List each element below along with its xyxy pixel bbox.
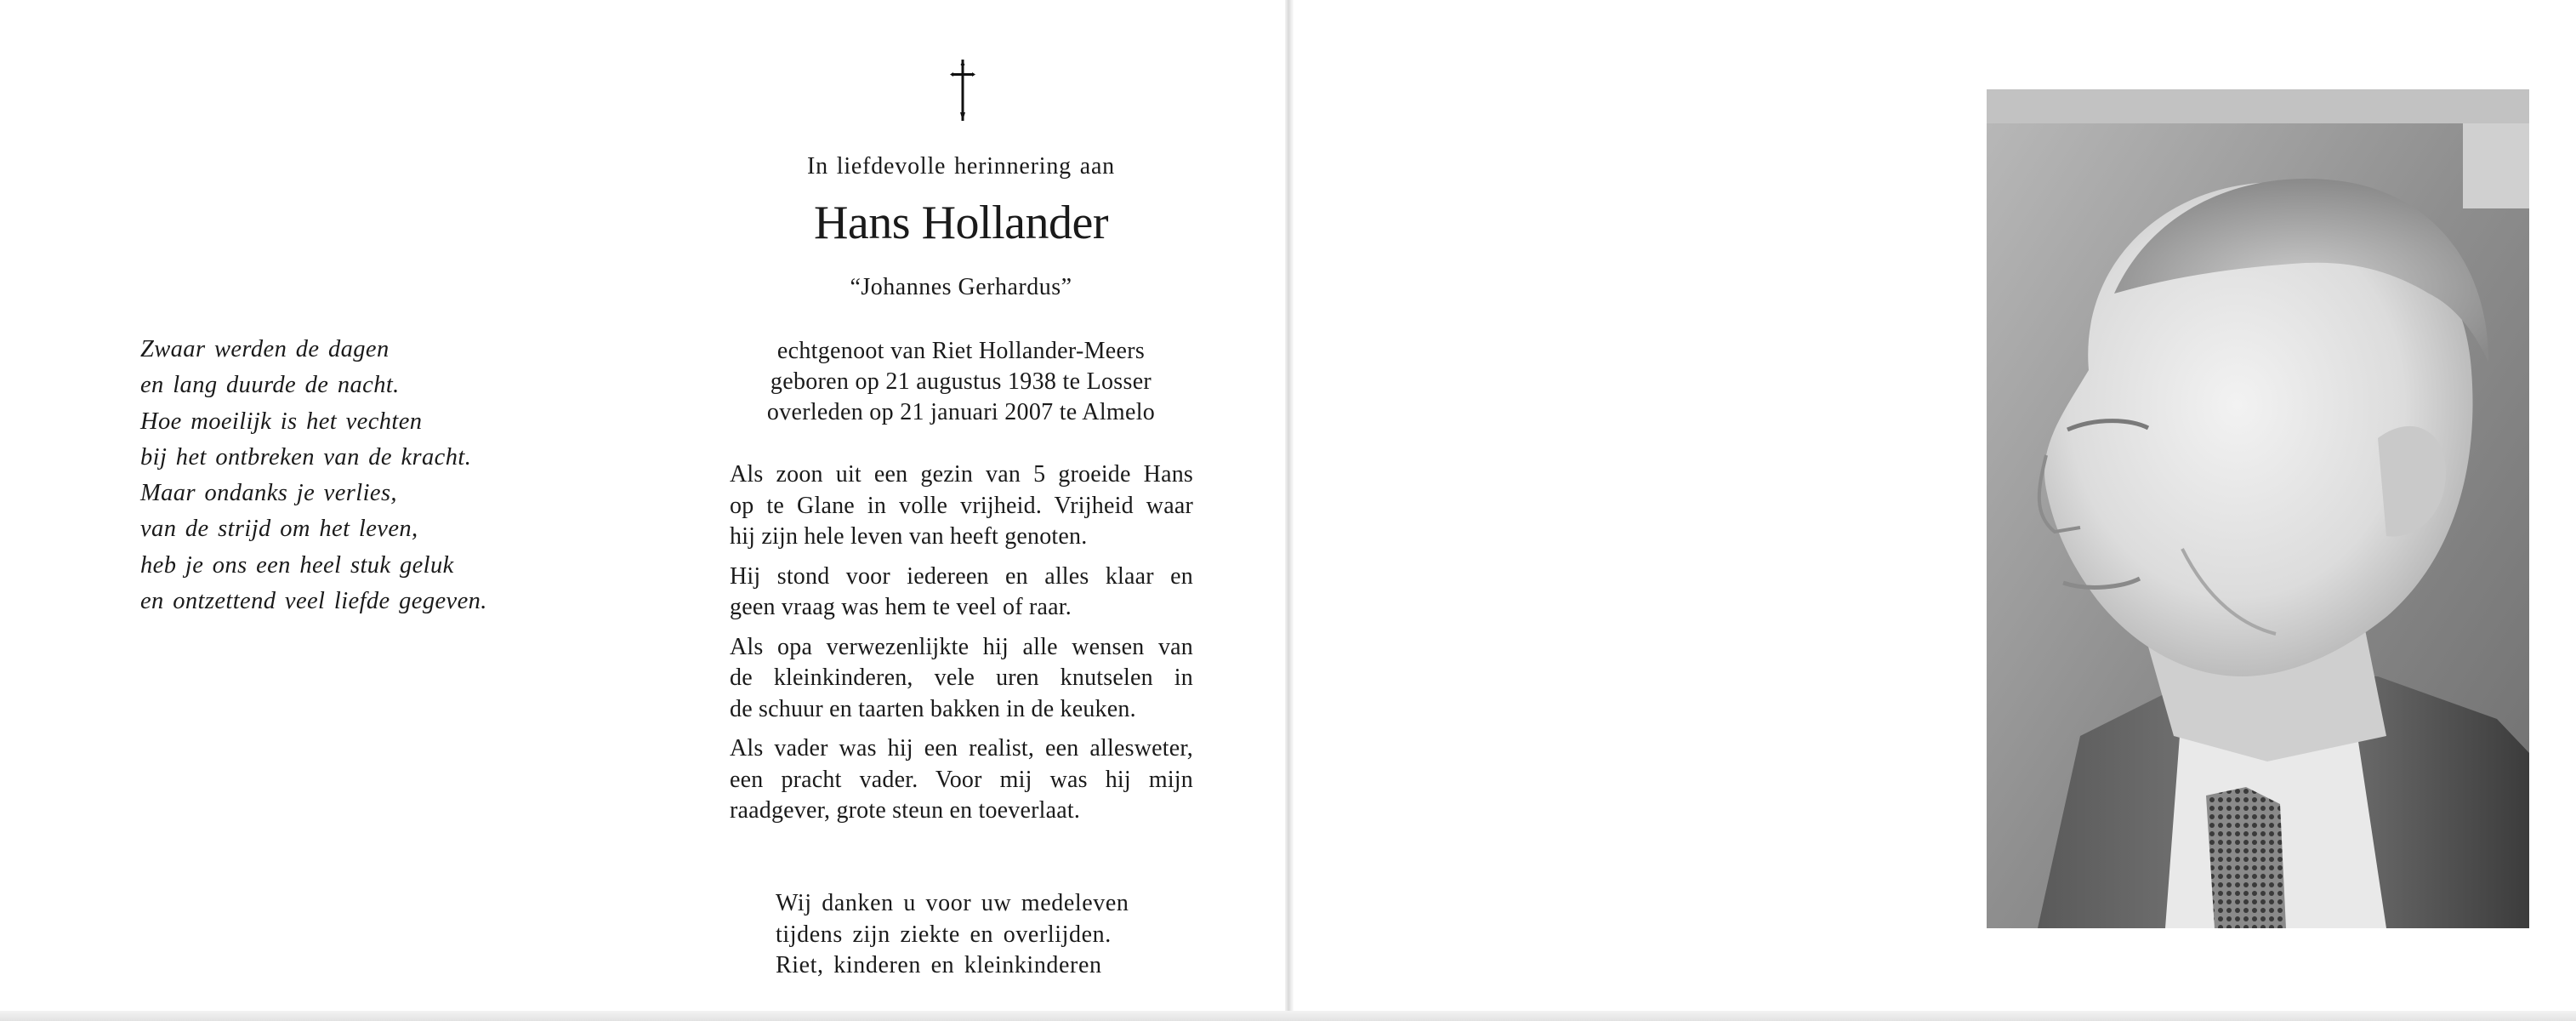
bio-line: de kleinkinderen, vele uren knutselen in [730, 665, 1193, 691]
poem-line: bij het ontbreken van de kracht. [140, 443, 472, 471]
bio-line: Als vader was hij een realist, een allesweter, [730, 735, 1193, 761]
thanks-message [776, 888, 1167, 982]
poem-line: van de strijd om het leven, [140, 516, 418, 543]
bio-line: geen vraag was hem te veel of raar. [730, 594, 1072, 620]
full-name: “Johannes Gerhardus” [850, 274, 1072, 300]
biography [730, 459, 1193, 836]
bio-line: Als opa verwezenlijkte hij alle wensen van [730, 633, 1193, 660]
bio-paragraph [730, 632, 1193, 726]
poem-line: Hoe moeilijk is het vechten [140, 408, 423, 435]
bio-line: Als zoon uit een gezin van 5 groeide Hans [730, 461, 1193, 488]
bio-paragraph [730, 562, 1193, 624]
deceased-name: Hans Hollander [813, 197, 1108, 249]
thanks-line: tijdens zijn ziekte en overlijden. [776, 921, 1112, 948]
poem-line: en ontzettend veel liefde gegeven. [140, 588, 487, 615]
portrait-image [1987, 89, 2529, 928]
bio-line: de schuur en taarten bakken in de keuken. [730, 695, 1136, 722]
poem-line: Maar ondanks je verlies, [140, 480, 397, 507]
thanks-line: Wij danken u voor uw medeleven [776, 890, 1129, 916]
life-details [706, 336, 1216, 428]
card-edge [0, 1011, 2576, 1021]
bio-line: Hij stond voor iedereen en alles klaar en [730, 562, 1193, 590]
death-line: overleden op 21 januari 2007 te Almelo [766, 399, 1156, 425]
bio-paragraph [730, 733, 1193, 827]
signature-line: Riet, kinderen en kleinkinderen [776, 952, 1102, 978]
poem [140, 332, 583, 619]
spouse-line: echtgenoot van Riet Hollander-Meers [776, 338, 1146, 364]
poem-line: en lang duurde de nacht. [140, 372, 400, 399]
cross-icon [948, 60, 977, 121]
bio-line: hij zijn hele leven van heeft genoten. [730, 523, 1088, 550]
bio-line: raadgever, grote steun en toeverlaat. [730, 797, 1081, 824]
bio-line: op te Glane in volle vrijheid. Vrijheid waar [730, 492, 1193, 519]
poem-line: heb je ons een heel stuk geluk [140, 551, 454, 579]
bio-line: een pracht vader. Voor mij was hij mijn [730, 766, 1193, 793]
card-fold [1285, 0, 1294, 1021]
birth-line: geboren op 21 augustus 1938 te Losser [770, 368, 1152, 395]
intro-text: In liefdevolle herinnering aan [807, 153, 1115, 180]
poem-line: Zwaar werden de dagen [140, 336, 390, 362]
portrait-photo [1987, 89, 2529, 928]
bio-paragraph [730, 459, 1193, 553]
